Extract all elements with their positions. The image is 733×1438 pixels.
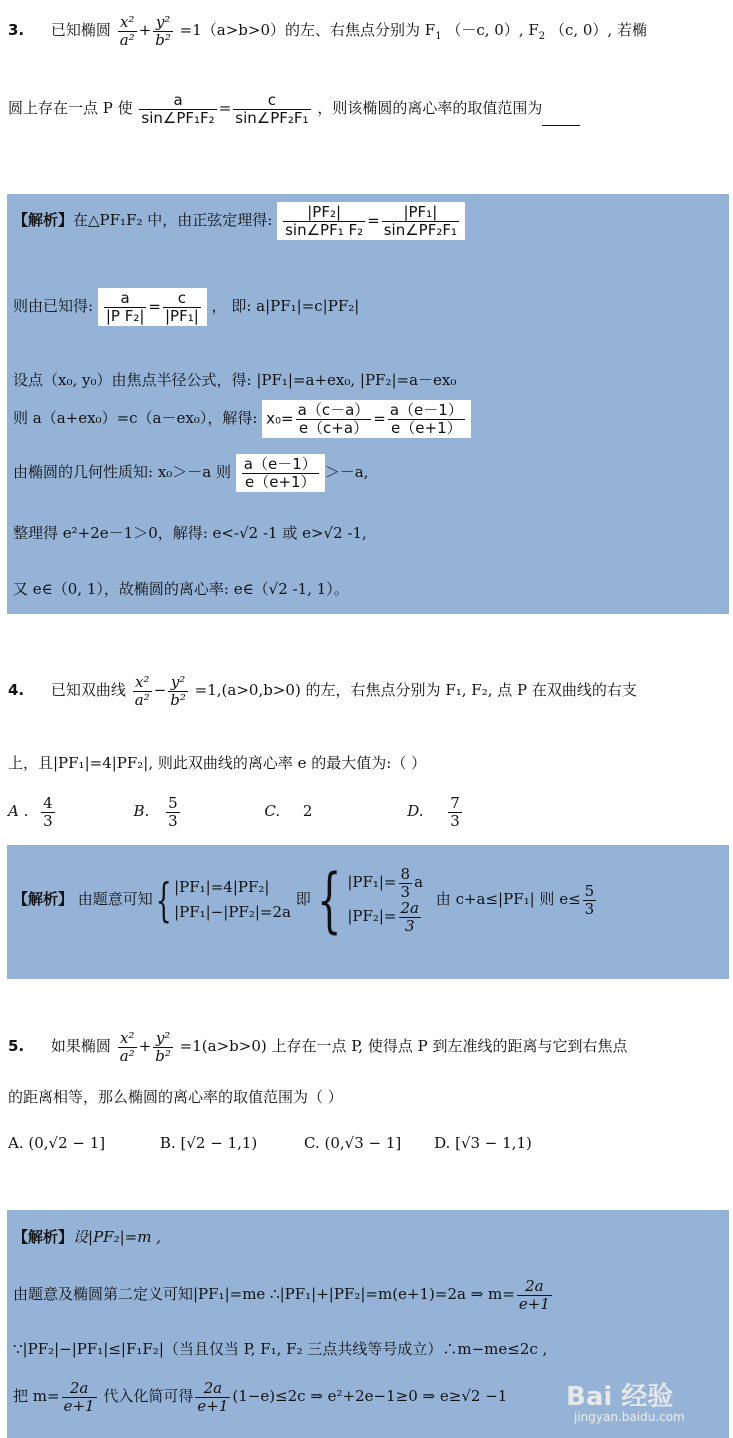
watermark-url: jingyan.baidu.com xyxy=(574,1410,685,1424)
text: 圆上存在一点 P 使 xyxy=(8,99,133,117)
solution-3-panel xyxy=(7,194,729,614)
solution-tag: 【解析】 xyxy=(13,211,74,229)
text: ，则该椭圆的离心率的取值范围为 xyxy=(317,99,543,117)
text: ＞－a, xyxy=(324,463,369,481)
problem-5-line-2: 的距离相等，那么椭圆的离心率的取值范围为（ ） xyxy=(8,1088,343,1106)
option-a: A. (0,√2 − 1] xyxy=(8,1134,106,1152)
option-b: B. [√2 − 1,1) xyxy=(159,1134,258,1152)
text: 则由已知得: xyxy=(13,297,94,315)
text: 则 a（a+ex₀）=c（a－ex₀），解得: xyxy=(13,409,258,427)
problem-3-line-2: 圆上存在一点 P 使 $\frac{a}{\text{sin∠PF₁F₂}}$ = $\frac{c}{\text{sin∠PF₂F₁}}$ ，则该椭圆的离心率的取值范围为 xyxy=(8,92,580,126)
equation-system: |PF₁|=4|PF₂| |PF₁|−|PF₂|=2a xyxy=(174,877,291,921)
text: 如果椭圆 xyxy=(50,1037,111,1055)
text: （－c, 0）, F xyxy=(446,21,539,39)
option-c: C. (0,√3 − 1] xyxy=(304,1134,402,1152)
text: =1(a>b>0) 上存在一点 P, 使得点 P 到左准线的距离与它到右焦点 xyxy=(179,1037,628,1055)
text: (1−e)≤2c ⇒ e²+2e−1≥0 ⇒ e≥√2 −1 xyxy=(232,1387,508,1405)
option-d: D. [√3 − 1,1) xyxy=(434,1134,532,1152)
text: ， 即: a|PF₁|=c|PF₂| xyxy=(211,297,360,315)
fraction-y2-b2: $\frac{\text{y²}}{\text{b²}}$ xyxy=(155,13,171,49)
text: 即 xyxy=(295,890,311,908)
text: 由 c+a≤|PF₁| 则 e≤ xyxy=(435,890,581,908)
solution-tag: 【解析】 xyxy=(13,890,74,908)
solution-4-panel xyxy=(7,845,729,979)
option-c-label: C. xyxy=(264,802,281,820)
fraction-x2-a2: $\frac{\text{x²}}{\text{a²}}$ xyxy=(119,13,135,49)
option-c-value: 2 xyxy=(302,802,313,820)
text: =1,(a>0,b>0) 的左，右焦点分别为 F₁, F₂, 点 P 在双曲线的右支 xyxy=(194,681,637,699)
option-b-label: B. xyxy=(133,802,150,820)
text: 设|PF₂|=m , xyxy=(73,1228,161,1246)
formula-box: $\frac{\text{|PF₂|}}{\text{sin∠PF₁ F₂}}$ = $\frac{\text{|PF₁|}}{\text{sin∠PF₂F₁}}$ xyxy=(277,202,465,240)
problem-3-line-1: 3. 已知椭圆 $\frac{\text{x²}}{\text{a²}}$ + $\frac{\text{y²}}{\text{b²}}$ =1（a>b>0）的左、右焦点分别为 $F_1$ （－c, 0）, $F_2$ （c, 0）, 若椭 xyxy=(8,13,647,49)
text: 由题意可知 xyxy=(77,890,153,908)
problem-number: 4. xyxy=(8,681,25,699)
solution-line xyxy=(13,202,465,240)
solution-line: 【解析】 由题意可知{ |PF₁|=4|PF₂| |PF₁|−|PF₂|=2a 即{ |PF₁|= $\frac{8}{3}$ a |PF₂|= $\frac{2a}{3}$ 由 c+a≤|PF₁| 则 e≤ $\frac{5}{3}$ xyxy=(13,859,595,941)
text: 代入化简可得 xyxy=(103,1387,194,1405)
option-a-value: $\frac{4}{3}$ xyxy=(43,794,53,830)
text: 把 m= xyxy=(13,1387,60,1405)
text: （c, 0）, 若椭 xyxy=(549,21,647,39)
answer-blank xyxy=(542,111,580,126)
problem-number: 3. xyxy=(8,21,25,39)
equation-system: |PF₁|= $\frac{8}{3}$ a |PF₂|= $\frac{2a}{3}$ xyxy=(347,865,424,935)
problem-number: 5. xyxy=(8,1037,25,1055)
solution-line: 由题意及椭圆第二定义可知|PF₁|=me ∴|PF₁|+|PF₂|=m(e+1)=2a ⇒ m= $\frac{2a}{e+1}$ xyxy=(13,1277,550,1313)
solution-line: 整理得 e²+2e－1＞0，解得: e<-√2 -1 或 e>√2 -1, xyxy=(13,524,367,542)
solution-line: ∵|PF₂|−|PF₁|≤|F₁F₂|（当且仅当 P, F₁, F₂ 三点共线等号成立）∴m−me≤2c , xyxy=(13,1340,548,1358)
text: 已知双曲线 xyxy=(50,681,126,699)
solution-line: 又 e∈（0, 1），故椭圆的离心率: e∈（√2 -1, 1）。 xyxy=(13,580,349,598)
option-b-value: $\frac{5}{3}$ xyxy=(168,794,178,830)
text: 已知椭圆 xyxy=(50,21,111,39)
solution-line xyxy=(13,454,368,492)
formula-box: $\frac{a(e-1)}{e(e+1)}$ xyxy=(236,454,325,492)
solution-line xyxy=(13,400,471,438)
watermark-logo: Bai 经验 xyxy=(566,1382,674,1412)
formula-box: x₀= $\frac{a(c-a)}{e(c+a)}$ = $\frac{a(e-1)}{e(e+1)}$ xyxy=(262,400,471,438)
text: 由椭圆的几何性质知: x₀＞－a 则 xyxy=(13,463,232,481)
problem-4-line-2: 上，且|PF₁|=4|PF₂|, 则此双曲线的离心率 e 的最大值为:（ ） xyxy=(8,754,427,772)
option-d-label: D. xyxy=(407,802,424,820)
text: =1（a>b>0）的左、右焦点分别为 F xyxy=(179,21,436,39)
fraction: $\frac{a}{\text{sin∠PF₁F₂}}$ xyxy=(141,91,215,127)
text: 由题意及椭圆第二定义可知|PF₁|=me ∴|PF₁|+|PF₂|=m(e+1)=2a ⇒ m= xyxy=(13,1285,515,1303)
formula-box: $\frac{a}{\text{|P F₂|}}$ = $\frac{c}{\text{|PF₁|}}$ xyxy=(98,288,207,326)
solution-line xyxy=(13,1226,161,1247)
fraction: $\frac{c}{\text{sin∠PF₂F₁}}$ xyxy=(235,91,309,127)
problem-4-line-1: 4. 已知双曲线 $\frac{\text{x²}}{\text{a²}}$ − $\frac{\text{y²}}{\text{b²}}$ =1,(a>0,b>0) 的左，右焦点分别为 F₁, F₂, 点 P 在双曲线的右支 xyxy=(8,673,637,709)
solution-line: 把 m= $\frac{2a}{e+1}$ 代入化简可得 $\frac{2a}{e+1}$ (1−e)≤2c ⇒ e²+2e−1≥0 ⇒ e≥√2 −1 xyxy=(13,1379,508,1415)
problem-5-line-1: 5. 如果椭圆 $\frac{\text{x²}}{\text{a²}}$ + $\frac{\text{y²}}{\text{b²}}$ =1(a>b>0) 上存在一点 P, 使得点 P 到左准线的距离与它到右焦点 xyxy=(8,1029,628,1065)
option-d-value: $\frac{7}{3}$ xyxy=(450,794,460,830)
text: 在△PF₁F₂ 中，由正弦定理得: xyxy=(73,211,273,229)
option-a-label: A xyxy=(8,802,19,820)
solution-line xyxy=(13,288,359,326)
problem-5-options xyxy=(8,1134,532,1152)
problem-4-options: A . $\frac{4}{3}$ B. $\frac{5}{3}$ C. 2 D. $\frac{7}{3}$ xyxy=(8,794,460,830)
solution-tag: 【解析】 xyxy=(13,1228,74,1246)
solution-line: 设点（x₀, y₀）由焦点半径公式，得: |PF₁|=a+ex₀, |PF₂|=a－ex₀ xyxy=(13,371,457,389)
